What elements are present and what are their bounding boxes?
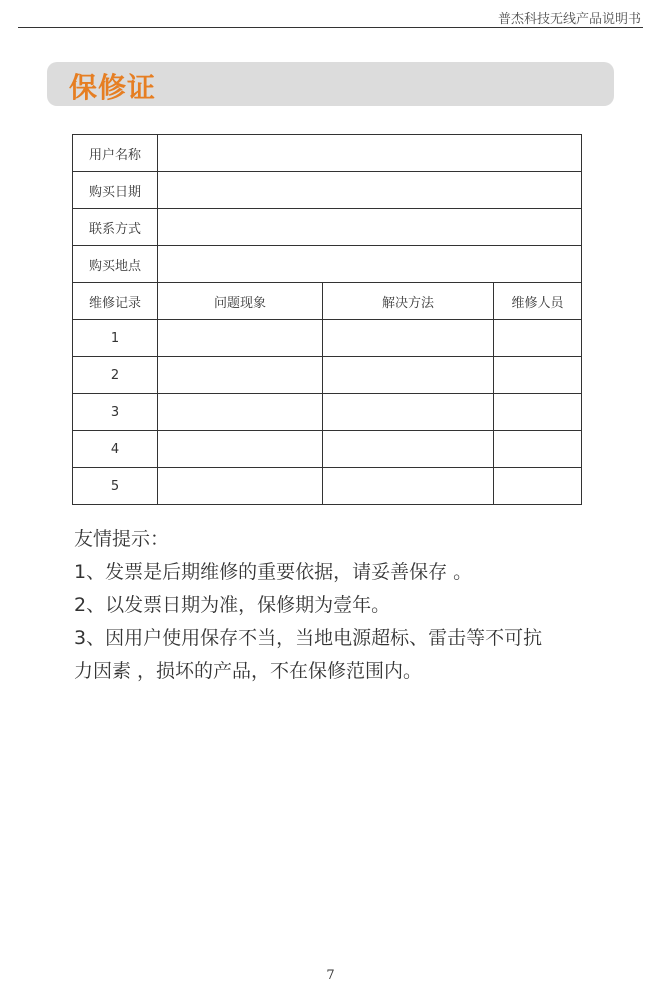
repair-record-number: 5 [73,468,158,505]
table-row [73,394,582,431]
repair-solution-cell[interactable] [323,320,494,357]
repair-header-row [73,283,582,320]
column-header-issue: 问题现象 [158,283,323,320]
repair-staff-cell[interactable] [494,468,582,505]
repair-record-number: 1 [73,320,158,357]
repair-issue-cell[interactable] [158,431,323,468]
repair-record-number: 3 [73,394,158,431]
repair-staff-cell[interactable] [494,320,582,357]
field-label-purchase-place: 购买地点 [73,246,158,283]
document-header-title: 普杰科技无线产品说明书 [497,12,641,27]
note-line: 力因素 ，损坏的产品，不在保修范围内。 [74,660,423,682]
page-number: 7 [326,968,335,983]
table-row [73,431,582,468]
column-header-record: 维修记录 [73,283,158,320]
column-header-staff: 维修人员 [494,283,582,320]
field-label-user-name: 用户名称 [73,135,158,172]
field-label-purchase-date: 购买日期 [73,172,158,209]
column-header-solution: 解决方法 [323,283,494,320]
section-title: 保修证 [69,71,157,104]
repair-record-number: 2 [73,357,158,394]
repair-solution-cell[interactable] [323,468,494,505]
repair-solution-cell[interactable] [323,431,494,468]
warranty-card-table [72,134,582,505]
notes-heading: 友情提示： [74,528,170,550]
table-row [73,209,582,246]
table-row [73,468,582,505]
note-line: 3、因用户使用保存不当，当地电源超标、雷击等不可抗 [74,627,543,649]
repair-issue-cell[interactable] [158,394,323,431]
table-row [73,357,582,394]
repair-solution-cell[interactable] [323,357,494,394]
table-row [73,172,582,209]
repair-solution-cell[interactable] [323,394,494,431]
field-value-user-name[interactable] [158,135,582,172]
field-label-contact: 联系方式 [73,209,158,246]
table-row [73,246,582,283]
table-row [73,320,582,357]
header-divider [18,27,643,28]
table-row [73,135,582,172]
repair-issue-cell[interactable] [158,357,323,394]
field-value-purchase-date[interactable] [158,172,582,209]
field-value-contact[interactable] [158,209,582,246]
note-line: 2、以发票日期为准，保修期为壹年。 [74,594,391,616]
field-value-purchase-place[interactable] [158,246,582,283]
section-title-bar [47,62,614,106]
repair-issue-cell[interactable] [158,320,323,357]
repair-staff-cell[interactable] [494,394,582,431]
warranty-notes [74,523,594,688]
repair-record-number: 4 [73,431,158,468]
repair-issue-cell[interactable] [158,468,323,505]
repair-staff-cell[interactable] [494,431,582,468]
repair-staff-cell[interactable] [494,357,582,394]
note-line: 1、发票是后期维修的重要依据，请妥善保存 。 [74,561,473,583]
